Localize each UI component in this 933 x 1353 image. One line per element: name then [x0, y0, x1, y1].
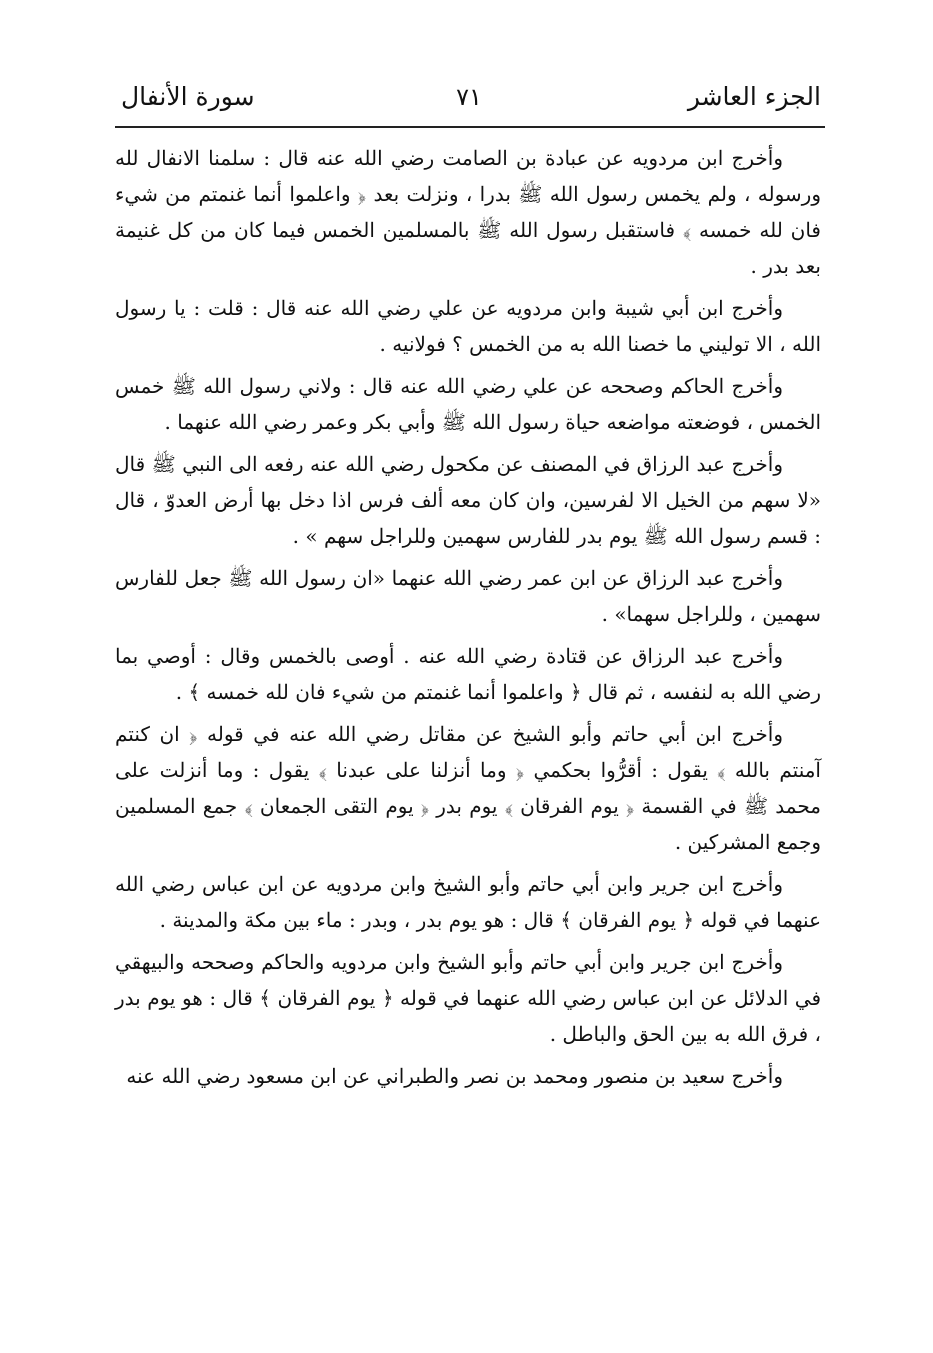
paragraph: وأخرج ابن جرير وابن أبي حاتم وأبو الشيخ وابن مردويه والحاكم وصححه والبيهقي في الدلائل عن ابن عباس رضي الله عنهما في قوله ﴿ يوم الفرقان ﴾ قال : هو يوم بدر ، فرق الله به بين الحق والباطل . [115, 950, 821, 1046]
paragraph: وأخرج عبد الرزاق في المصنف عن مكحول رضي الله عنه رفعه الى النبي ﷺ قال «لا سهم من الخيل الا لفرسين، وان كان معه ألف فرس اذا دخل بها أرض العدوّ ، قال : قسم رسول الله ﷺ يوم بدر للفارس سهمين وللراجل سهم » . [115, 452, 821, 548]
paragraph: وأخرج عبد الرزاق عن ابن عمر رضي الله عنهما «ان رسول الله ﷺ جعل للفارس سهمين ، وللراجل سهما» . [115, 566, 821, 626]
surah-title: سورة الأنفال [121, 82, 255, 111]
paragraph: وأخرج ابن أبي حاتم وأبو الشيخ عن مقاتل رضي الله عنه في قوله ﴿ ان كنتم آمنتم بالله ﴾ يقول : أقرُّوا بحكمي ﴿ وما أنزلنا على عبدنا ﴾ يقول : وما أنزلت على محمد ﷺ في القسمة ﴿ يوم الفرقان ﴾ يوم بدر ﴿ يوم التقى الجمعان ﴾ جمع المسلمين وجمع المشركين . [115, 722, 821, 854]
main-text [115, 140, 821, 1100]
paragraph: وأخرج ابن مردويه عن عبادة بن الصامت رضي الله عنه قال : سلمنا الانفال لله ورسوله ، ولم يخمس رسول الله ﷺ بدرا ، ونزلت بعد ﴿ واعلموا أنما غنمتم من شيء فان لله خمسه ﴾ فاستقبل رسول الله ﷺ بالمسلمين الخمس فيما كان من كل غنيمة بعد بدر . [115, 146, 821, 278]
paragraph: وأخرج ابن جرير وابن أبي حاتم وأبو الشيخ وابن مردويه عن ابن عباس رضي الله عنهما في قوله ﴿ يوم الفرقان ﴾ قال : هو يوم بدر ، وبدر : ماء بين مكة والمدينة . [115, 872, 821, 932]
paragraph: وأخرج سعيد بن منصور ومحمد بن نصر والطبراني عن ابن مسعود رضي الله عنه [126, 1064, 783, 1088]
paragraph: وأخرج ابن أبي شيبة وابن مردويه عن علي رضي الله عنه قال : قلت : يا رسول الله ، الا توليني ما خصنا الله به من الخمس ؟ فولانيه . [115, 296, 821, 356]
paragraph: وأخرج عبد الرزاق عن قتادة رضي الله عنه . أوصى بالخمس وقال : أوصي بما رضي الله به لنفسه ، ثم قال ﴿ واعلموا أنما غنمتم من شيء فان لله خمسه ﴾ . [115, 644, 821, 704]
paragraph: وأخرج الحاكم وصححه عن علي رضي الله عنه قال : ولاني رسول الله ﷺ خمس الخمس ، فوضعته مواضعه حياة رسول الله ﷺ وأبي بكر وعمر رضي الله عنهما . [115, 374, 821, 434]
juz-title: الجزء العاشر [687, 82, 821, 111]
header-divider [115, 126, 825, 128]
page-number: ٧١ [456, 83, 482, 111]
page-header [115, 76, 823, 124]
